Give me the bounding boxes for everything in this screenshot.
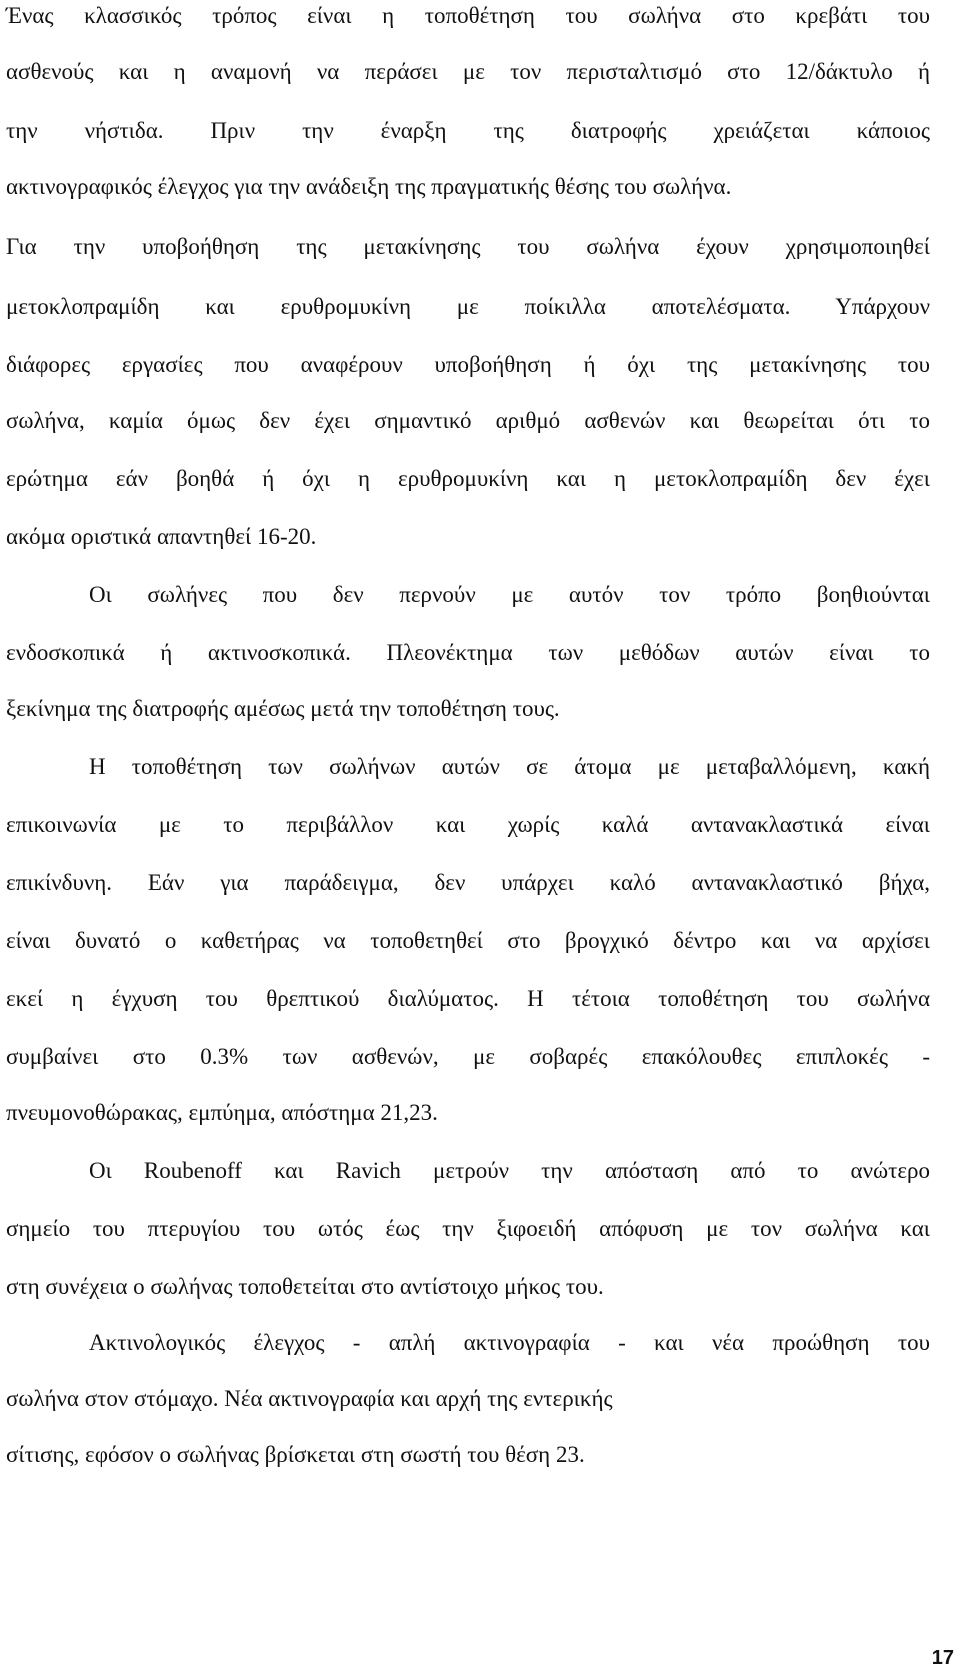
text-line: είναι δυνατό ο καθετήρας να τοποθετηθεί στο βρογχικό δέντρο και να αρχίσει xyxy=(6,928,930,953)
text-line: διάφορες εργασίες που αναφέρουν υποβοήθηση ή όχι της μετακίνησης του xyxy=(6,352,930,377)
text-line: ερώτημα εάν βοηθά ή όχι η ερυθρομυκίνη και η μετοκλοπραμίδη δεν έχει xyxy=(6,466,930,491)
text-line: μετοκλοπραμίδη και ερυθρομυκίνη με ποίκιλλα αποτελέσματα. Υπάρχουν xyxy=(6,294,930,319)
paragraph-first-line: Η τοποθέτηση των σωλήνων αυτών σε άτομα με μεταβαλλόμενη, κακή xyxy=(89,754,930,779)
paragraph-first-line: Ακτινολογικός έλεγχος - απλή ακτινογραφία - και νέα προώθηση του xyxy=(89,1330,930,1355)
text-line: σημείο του πτερυγίου του ωτός έως την ξιφοειδή απόφυση με τον σωλήνα και xyxy=(6,1216,930,1241)
paragraph-first-line: Οι σωλήνες που δεν περνούν με αυτόν τον τρόπο βοηθιούνται xyxy=(89,582,930,607)
text-line: ακτινογραφικός έλεγχος για την ανάδειξη της πραγματικής θέσης του σωλήνα. xyxy=(6,174,732,199)
text-line: σωλήνα, καμία όμως δεν έχει σημαντικό αριθμό ασθενών και θεωρείται ότι το xyxy=(6,408,930,433)
text-line: σωλήνα στον στόμαχο. Νέα ακτινογραφία και αρχή της εντερικής xyxy=(6,1386,613,1411)
text-line: σίτισης, εφόσον ο σωλήνας βρίσκεται στη σωστή του θέση 23. xyxy=(6,1442,585,1467)
text-line: πνευμονοθώρακας, εμπύημα, απόστημα 21,23. xyxy=(6,1100,438,1125)
page-number: 17 xyxy=(931,1647,954,1669)
text-line: ακόμα οριστικά απαντηθεί 16-20. xyxy=(6,524,317,549)
text-line: Για την υποβοήθηση της μετακίνησης του σωλήνα έχουν χρησιμοποιηθεί xyxy=(6,234,930,259)
text-line: Ένας κλασσικός τρόπος είναι η τοποθέτηση του σωλήνα στο κρεβάτι του xyxy=(6,3,930,28)
paragraph-first-line: Οι Roubenoff και Ravich μετρούν την απόσταση από το ανώτερο xyxy=(89,1158,930,1183)
document-page xyxy=(6,0,930,1678)
text-line: ενδοσκοπικά ή ακτινοσκοπικά. Πλεονέκτημα των μεθόδων αυτών είναι το xyxy=(6,640,930,665)
text-line: επικοινωνία με το περιβάλλον και χωρίς καλά αντανακλαστικά είναι xyxy=(6,812,930,837)
text-line: ξεκίνημα της διατροφής αμέσως μετά την τοποθέτηση τους. xyxy=(6,696,560,721)
text-line: συμβαίνει στο 0.3% των ασθενών, με σοβαρές επακόλουθες επιπλοκές - xyxy=(6,1044,930,1069)
text-line: εκεί η έγχυση του θρεπτικού διαλύματος. Η τέτοια τοποθέτηση του σωλήνα xyxy=(6,986,930,1011)
text-line: επικίνδυνη. Εάν για παράδειγμα, δεν υπάρχει καλό αντανακλαστικό βήχα, xyxy=(6,870,930,895)
text-line: την νήστιδα. Πριν την έναρξη της διατροφής χρειάζεται κάποιος xyxy=(6,118,930,143)
text-line: στη συνέχεια ο σωλήνας τοποθετείται στο αντίστοιχο μήκος του. xyxy=(6,1274,604,1299)
text-line: ασθενούς και η αναμονή να περάσει με τον περισταλτισμό στο 12/δάκτυλο ή xyxy=(6,59,930,84)
